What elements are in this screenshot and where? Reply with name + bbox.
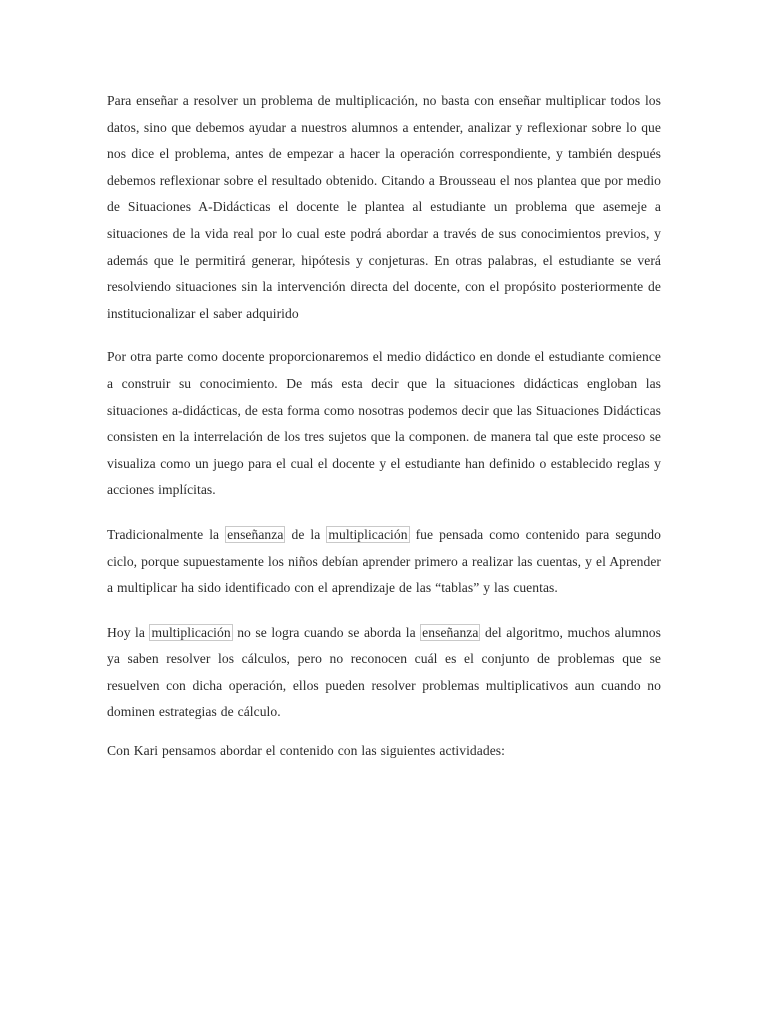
paragraph-1: Para enseñar a resolver un problema de multiplicación, no basta con enseñar multiplicar todos los datos, sino que debemos ayudar a nuestros alumnos a entender, analizar y reflexionar sobre lo que nos dice el problema, antes de empezar a hacer la operación correspondiente, y también después debemos reflexionar sobre el resultado obtenido. Citando a Brousseau el nos plantea que por medio de Situaciones A-Didácticas el docente le plantea al estudiante un problema que asemeje a situaciones de la vida real por lo cual este podrá abordar a través de sus conocimientos previos, y además que le permitirá generar, hipótesis y conjeturas. En otras palabras, el estudiante se verá resolviendo situaciones sin la intervención directa del docente, con el propósito posteriormente de institucionalizar el saber adquirido: [107, 93, 661, 321]
highlighted-term-ensenanza: enseñanza: [422, 624, 479, 640]
paragraph-3: [107, 522, 661, 602]
paragraph-3-text-middle: de la: [285, 526, 327, 542]
paragraph-4: [107, 620, 661, 726]
paragraph-3-text-start: Tradicionalmente la: [107, 526, 226, 542]
document-body: [107, 88, 661, 783]
paragraph-3-text-end: fue pensada como contenido para segundo ciclo, porque supuestamente los niños debían aprender primero a realizar las cuentas, y el Aprender a multiplicar ha sido identificado con el aprendizaje de las “tablas” y las cuentas.: [107, 526, 662, 596]
highlighted-term-multiplicacion: multiplicación: [151, 624, 231, 640]
paragraph-2: Por otra parte como docente proporcionaremos el medio didáctico en donde el estudiante comience a construir su conocimiento. De más esta decir que la situaciones didácticas engloban las situaciones a-didácticas, de esta forma como nosotras podemos decir que las Situaciones Didácticas consisten en la interrelación de los tres sujetos que la componen. de manera tal que este proceso se visualiza como un juego para el cual el docente y el estudiante han definido o establecido reglas y acciones implícitas.: [107, 349, 661, 498]
paragraph-4-text-end: del algoritmo, muchos alumnos ya saben resolver los cálculos, pero no reconocen cuál es el conjunto de problemas que se resuelven con dicha operación, ellos pueden resolver problemas multiplicativos aun cuando no dominen estrategias de cálculo.: [107, 624, 661, 720]
paragraph-4-text-middle: no se logra cuando se aborda la: [232, 624, 421, 640]
highlighted-term-ensenanza: enseñanza: [227, 526, 284, 542]
paragraph-4-text-start: Hoy la: [107, 624, 150, 640]
paragraph-5: Con Kari pensamos abordar el contenido con las siguientes actividades:: [107, 743, 505, 759]
highlighted-term-multiplicacion: multiplicación: [328, 526, 408, 542]
